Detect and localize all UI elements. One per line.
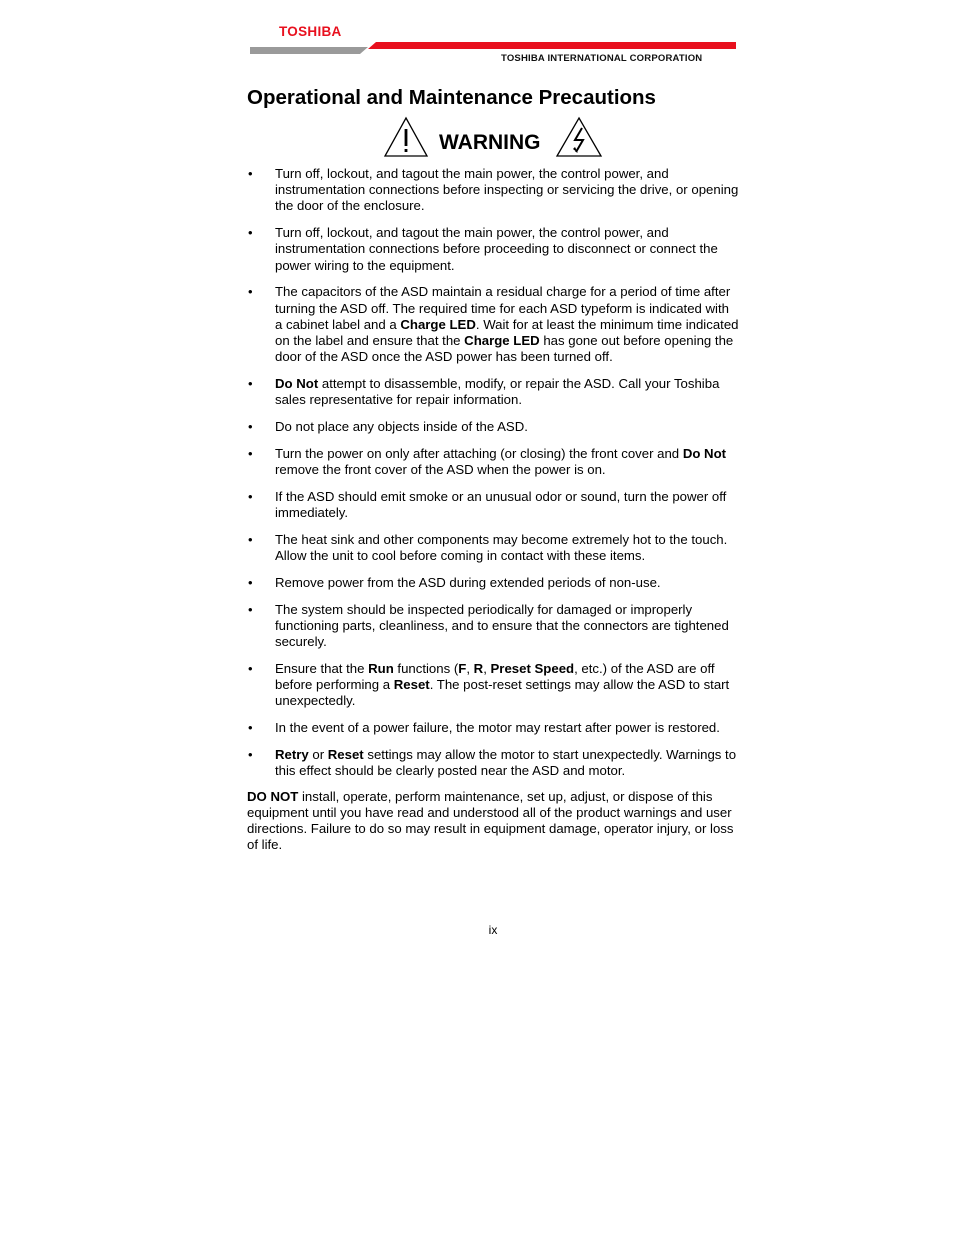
precautions-list — [247, 166, 739, 779]
warning-label: WARNING — [439, 131, 541, 154]
bullet-icon: • — [248, 284, 253, 300]
list-item — [247, 661, 739, 710]
bold-text: Preset Speed — [490, 660, 575, 676]
text-run: Do not place any objects inside of the ASD. — [275, 419, 528, 435]
bold-text: Do Not — [275, 376, 319, 392]
bold-text: Charge LED — [400, 316, 476, 332]
text-run: . The post-reset settings may allow the ASD to start unexpectedly. — [275, 677, 730, 709]
bold-text: Do Not — [682, 445, 727, 461]
bullet-icon: • — [248, 488, 253, 504]
bullet-icon: • — [248, 574, 253, 590]
header-red-bar — [368, 42, 736, 49]
text-run: The capacitors of the ASD maintain a residual charge for a period of time after turning the ASD off. The required time for each ASD typeform is indicated with a cabinet label and a — [275, 284, 731, 332]
list-item — [247, 720, 739, 736]
list-item — [247, 284, 739, 365]
bullet-icon: • — [248, 225, 253, 241]
text-run: The heat sink and other components may become extremely hot to the touch. Allow the unit to cool before coming in contact with these items. — [275, 531, 728, 564]
list-item — [247, 225, 739, 274]
bullet-icon: • — [248, 531, 253, 547]
page-header — [0, 0, 954, 70]
text-run: , etc.) of the ASD are off before performing a — [275, 660, 715, 693]
bold-text: DO NOT — [247, 788, 299, 804]
page-title: Operational and Maintenance Precautions — [247, 86, 656, 109]
text-run: functions ( — [393, 660, 459, 676]
list-item — [247, 446, 739, 478]
text-run: . Wait for at least the minimum time indicated on the label and ensure that the — [275, 316, 739, 349]
text-run: Turn off, lockout, and tagout the main power, the control power, and instrumentation connections before inspecting or servicing the drive, or opening the door of the enclosure. — [275, 166, 739, 214]
bullet-icon: • — [248, 720, 253, 736]
bullet-icon: • — [248, 166, 253, 181]
text-run: or — [308, 746, 328, 762]
bold-text: Reset — [327, 746, 364, 762]
text-run: has gone out before opening the door of the ASD once the ASD power has been turned off. — [275, 333, 734, 365]
list-item — [247, 532, 739, 564]
text-run: In the event of a power failure, the motor may restart after power is restored. — [275, 720, 720, 736]
header-bars — [0, 0, 954, 70]
list-item — [247, 419, 739, 435]
bullet-icon: • — [248, 601, 253, 617]
bold-text: Retry — [275, 746, 309, 762]
bullet-icon: • — [248, 445, 253, 461]
text-run: settings may allow the motor to start unexpectedly. Warnings to this effect should be clearly posted near the ASD and motor. — [275, 746, 737, 779]
text-run: install, operate, perform maintenance, set up, adjust, or dispose of this equipment until you have read and understood all of the product warnings and user directions. Failure to do so may result in equipment damage, operator injury, or loss of life. — [247, 788, 734, 853]
closing-paragraph — [247, 789, 739, 854]
text-run: , — [483, 660, 491, 676]
warning-banner — [247, 116, 739, 162]
text-run: The system should be inspected periodically for damaged or improperly functioning parts, cleanliness, and to ensure that the connectors are tightened securely. — [275, 601, 729, 650]
list-item — [247, 489, 739, 521]
bold-text: F — [458, 660, 467, 676]
bullet-icon: • — [248, 419, 253, 435]
exclamation-warning-icon — [383, 116, 429, 158]
list-item — [247, 376, 739, 408]
corporation-name: TOSHIBA INTERNATIONAL CORPORATION — [501, 53, 703, 64]
bold-text: R — [473, 660, 484, 676]
text-run: Ensure that the — [275, 660, 369, 676]
electrical-hazard-icon — [555, 116, 603, 158]
text-run: attempt to disassemble, modify, or repair the ASD. Call your Toshiba sales representative for repair information. — [275, 376, 720, 408]
text-run: Remove power from the ASD during extended periods of non-use. — [275, 574, 661, 590]
text-run: remove the front cover of the ASD when the power is on. — [275, 462, 606, 478]
list-item — [247, 166, 739, 215]
bold-text: Run — [368, 660, 394, 676]
main-content — [247, 84, 739, 854]
header-gray-bar — [250, 47, 368, 54]
list-item — [247, 575, 739, 591]
text-run: , — [466, 660, 474, 676]
bold-text: Charge LED — [464, 333, 540, 349]
bullet-icon: • — [248, 660, 253, 676]
text-run: Turn off, lockout, and tagout the main power, the control power, and instrumentation connections before proceeding to disconnect or connect the power wiring to the equipment. — [275, 225, 718, 273]
toshiba-logo: TOSHIBA — [279, 24, 342, 39]
list-item — [247, 747, 739, 779]
bullet-icon: • — [248, 376, 253, 392]
page-number: ix — [488, 923, 498, 937]
text-run: Turn the power on only after attaching (or closing) the front cover and — [275, 445, 683, 461]
text-run: If the ASD should emit smoke or an unusual odor or sound, turn the power off immediately. — [275, 488, 727, 521]
list-item — [247, 602, 739, 651]
bullet-icon: • — [248, 746, 253, 762]
bold-text: Reset — [393, 677, 430, 693]
